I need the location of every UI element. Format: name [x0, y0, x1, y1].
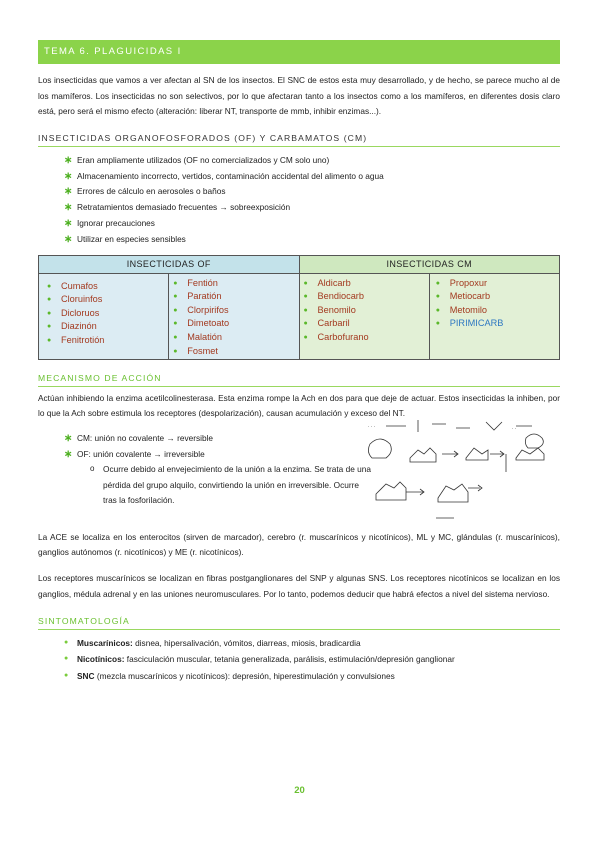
list-item: ● Fenitrotión	[47, 334, 168, 348]
list-item: ● Fentión	[173, 277, 298, 291]
ace-location-paragraph: La ACE se localiza en los enterocitos (sirven de marcador), cerebro (r. muscarínicos y nicotínicos), ML y MC, glándulas (r. muscarínicos), ganglios autónomos (r. nicotínicos) y ME (r. nicotínicos).	[38, 531, 560, 558]
symptom-label: Nicotínicos:	[77, 654, 125, 665]
svg-text:· ·: · ·	[512, 426, 517, 432]
section-title-mechanism: MECANISMO DE ACCIÓN	[38, 373, 560, 387]
symptom-text: fasciculación muscular, tetania generalizada, parálisis, estimulación/depresión ganglionar	[124, 654, 455, 665]
of-column-1	[39, 273, 169, 359]
of-list-1	[39, 274, 168, 348]
section-title-of-cm: INSECTICIDAS ORGANOFOSFORADOS (OF) Y CARBAMATOS (CM)	[38, 133, 560, 147]
list-item: ● Fosmet	[173, 345, 298, 359]
list-item: ● Propoxur	[436, 277, 559, 291]
list-item: ● Paratión	[173, 290, 298, 304]
list-item: ∗ Errores de cálculo en aerosoles o baños	[64, 184, 560, 200]
list-item: ● Cloruinfos	[47, 293, 168, 307]
section-title-symptoms: SINTOMATOLOGÍA	[38, 616, 560, 630]
list-item: ∗ Retratamientos demasiado frecuentes → sobreexposición	[64, 200, 560, 216]
mechanism-paragraph: Actúan inhibiendo la enzima acetilcolinesterasa. Esta enzima rompe la Ach en dos para que deje de actuar. Estos insecticidas la inhiben, por lo que la Ach sobre estimula los receptores (despolarización), causan acumulación y exceso del NT.	[38, 392, 560, 419]
aging-sublist	[38, 462, 375, 508]
chapter-banner: TEMA 6. PLAGUICIDAS I	[38, 40, 560, 64]
ache-reaction-diagram-icon	[366, 414, 560, 532]
list-item: ● Clorpirifos	[173, 304, 298, 318]
binding-list	[38, 424, 394, 463]
list-item: ∗ Almacenamiento incorrecto, vertidos, contaminación accidental del alimento o agua	[64, 169, 560, 185]
page-number: 20	[294, 785, 305, 796]
of-column-2	[169, 273, 299, 359]
cm-list-2	[430, 274, 559, 331]
list-item: ● Dimetoato	[173, 317, 298, 331]
symptom-label: SNC	[77, 670, 95, 681]
list-item: ∗ Ignorar precauciones	[64, 216, 560, 232]
list-item: ● Carbaril	[304, 317, 429, 331]
cm-header: INSECTICIDAS CM	[299, 255, 560, 273]
symptom-text: disnea, hipersalivación, vómitos, diarreas, miosis, bradicardia	[132, 638, 361, 649]
of-header: INSECTICIDAS OF	[39, 255, 300, 273]
causes-list	[38, 153, 560, 248]
list-item: ● Metiocarb	[436, 290, 559, 304]
list-item: ∗ OF: unión covalente → irreversible	[64, 447, 394, 463]
list-item: ● Aldicarb	[304, 277, 429, 291]
list-item: ∗ Eran ampliamente utilizados (OF no comercializados y CM solo uno)	[64, 153, 560, 169]
receptors-paragraph: Los receptores muscarínicos se localizan en fibras postganglionares del SNP y algunas SNS. Los receptores nicotínicos se localizan en los ganglios, médula adrenal y en las uniones neuromusculares. Por lo tanto, podemos deducir que habrá efectos a nivel del sistema nervioso.	[38, 572, 560, 599]
cm-column-2	[429, 273, 559, 359]
symptom-label: Muscarínicos:	[77, 638, 133, 649]
mechanism-block	[38, 424, 560, 520]
cm-column-1	[299, 273, 429, 359]
list-item	[64, 651, 560, 667]
list-item: ∗ CM: unión no covalente → reversible	[64, 431, 394, 447]
of-list-2	[169, 274, 298, 359]
intro-paragraph: Los insecticidas que vamos a ver afectan al SN de los insectos. El SNC de estos esta muy desarrollado, y de hecho, se parece mucho al de los mamíferos. Los insecticidas no son selectivos, por lo que afectaran tanto a los insectos como a los mamíferos, en diferentes dosis claro está, pero será el mismo efecto (alteración: liberar NT, transporte de mmb, inhibir enzimas...).	[38, 75, 560, 117]
svg-text:· · ·: · · ·	[368, 424, 376, 430]
symptoms-list	[38, 635, 560, 684]
list-item: o Ocurre debido al envejecimiento de la unión a la enzima. Se trata de una pérdida del grupo alquilo, convirtiendo la unión en irreversible. Ocurre tras la fosforilación.	[90, 462, 375, 508]
list-item: ● Benomilo	[304, 304, 429, 318]
list-item: ● Malatión	[173, 331, 298, 345]
list-item	[64, 668, 560, 684]
symptom-text: (mezcla muscarínicos y nicotínicos): depresión, hiperestimulación y convulsiones	[94, 670, 395, 681]
list-item: ● Cumafos	[47, 280, 168, 294]
list-item: ● Bendiocarb	[304, 290, 429, 304]
list-item: ∗ Utilizar en especies sensibles	[64, 232, 560, 248]
list-item: ● Carbofurano	[304, 331, 429, 345]
list-item: ● Diazinón	[47, 320, 168, 334]
list-item	[64, 635, 560, 651]
list-item-highlight: ● PIRIMICARB	[436, 317, 559, 331]
list-item: ● Metomilo	[436, 304, 559, 318]
insecticides-table	[38, 255, 560, 360]
list-item: ● Dicloruos	[47, 307, 168, 321]
page-content	[38, 40, 560, 684]
cm-list-1	[300, 274, 429, 345]
